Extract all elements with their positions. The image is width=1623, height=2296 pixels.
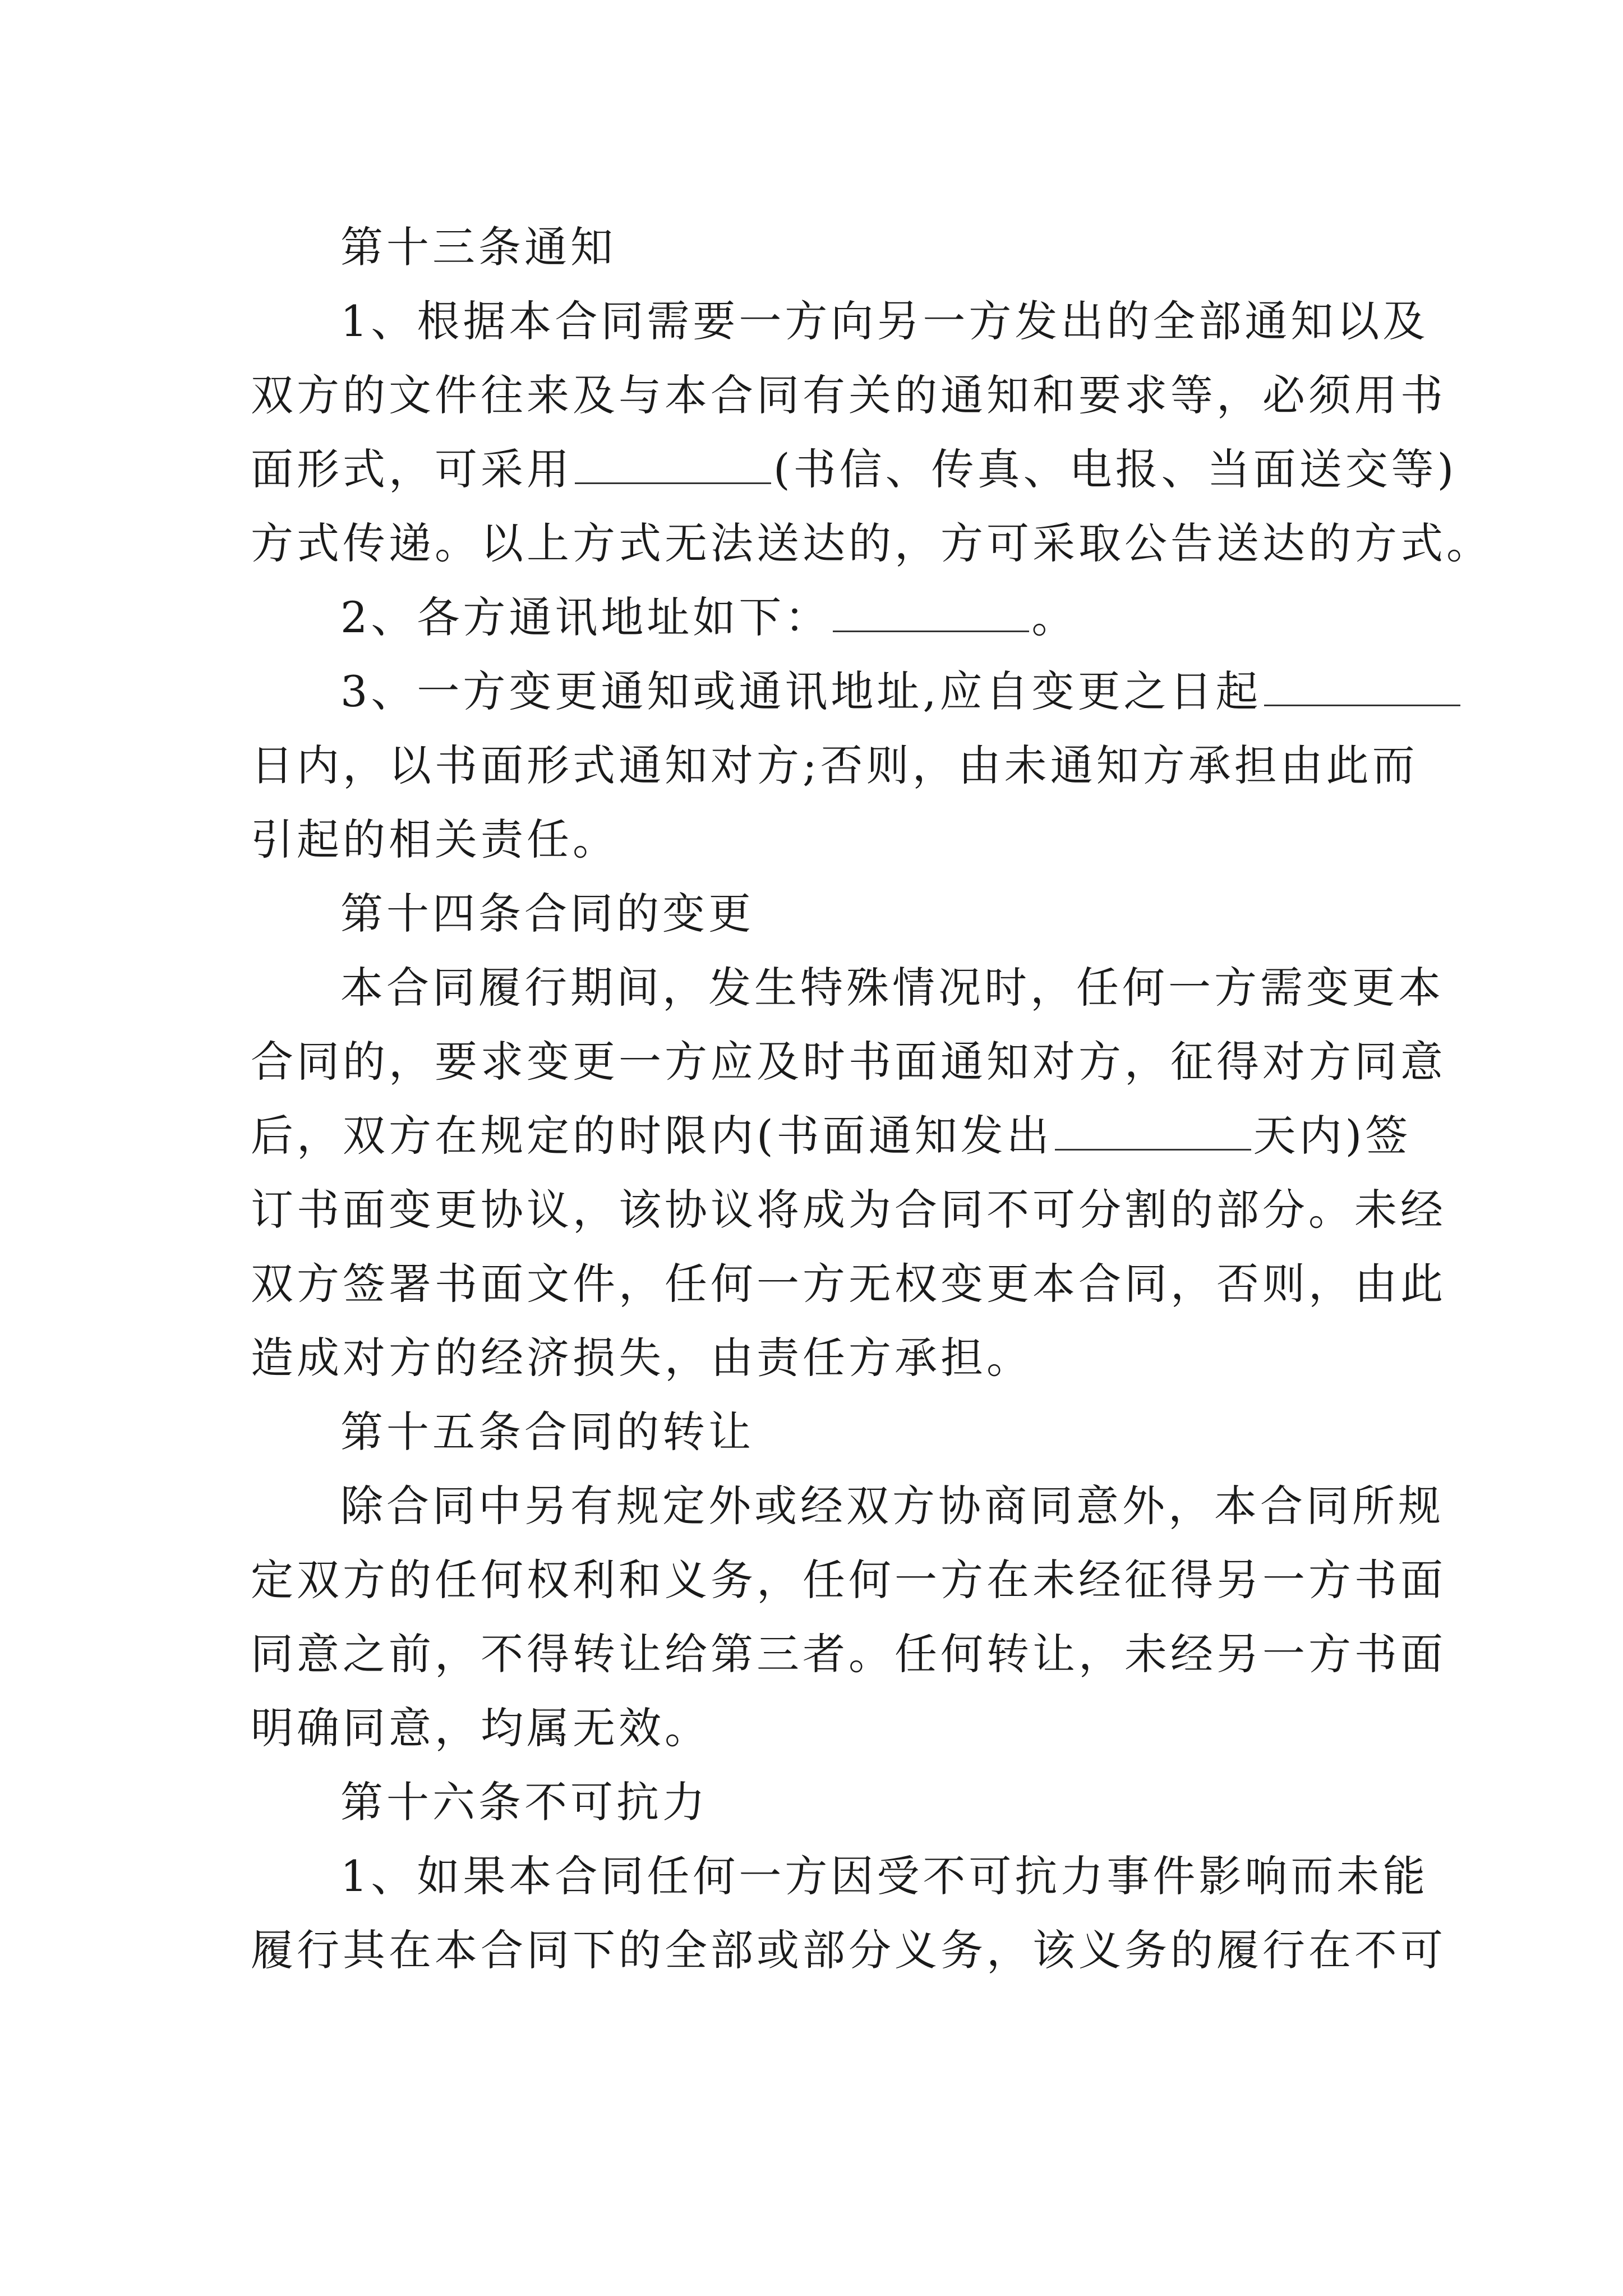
text-line-with-blank [251, 581, 1395, 655]
text-line: 履行其在本合同下的全部或部分义务，该义务的履行在不可 [251, 1925, 1446, 1975]
text-line: 本合同履行期间，发生特殊情况时，任何一方需变更本 [340, 963, 1444, 1013]
text-before-blank: 2、各方通讯地址如下： [340, 592, 831, 642]
text-line: 明确同意，均属无效。 [251, 1703, 711, 1753]
text-before-blank: 面形式，可采用 [251, 444, 573, 494]
text-line-with-blank [251, 432, 1458, 507]
text-after-blank: (书信、传真、电报、当面送交等) [773, 444, 1458, 494]
text-line: 双方签署书面文件，任何一方无权变更本合同，否则，由此 [251, 1259, 1446, 1309]
section-heading: 第十三条通知 [340, 222, 616, 272]
text-line: 合同的，要求变更一方应及时书面通知对方，征得对方同意 [251, 1037, 1446, 1087]
text-line: 定双方的任何权利和义务，任何一方在未经征得另一方书面 [251, 1555, 1446, 1605]
text-line: 同意之前，不得转让给第三者。任何转让，未经另一方书面 [251, 1629, 1446, 1679]
text-line: 1、如果本合同任何一方因受不可抗力事件影响而未能 [340, 1851, 1429, 1901]
fill-in-blank [833, 591, 1029, 632]
text-line: 除合同中另有规定外或经双方协商同意外，本合同所规 [340, 1481, 1444, 1531]
text-line: 造成对方的经济损失，由责任方承担。 [251, 1333, 1032, 1383]
section-heading: 第十六条不可抗力 [340, 1777, 708, 1827]
text-line: 订书面变更协议，该协议将成为合同不可分割的部分。未经 [251, 1185, 1446, 1235]
text-after-blank: 。 [1031, 592, 1078, 642]
text-before-blank: 后，双方在规定的时限内(书面通知发出 [251, 1111, 1053, 1161]
document-body [251, 210, 1492, 1987]
text-line: 方式传递。以上方式无法送达的，方可采取公告送达的方式。 [251, 518, 1492, 568]
text-after-blank: 天内)签 [1253, 1111, 1412, 1161]
text-line: 日内，以书面形式通知对方;否则，由未通知方承担由此而 [251, 740, 1418, 790]
fill-in-blank [575, 443, 771, 484]
text-line: 双方的文件往来及与本合同有关的通知和要求等，必须用书 [251, 370, 1446, 420]
text-line: 1、根据本合同需要一方向另一方发出的全部通知以及 [340, 296, 1429, 346]
text-line-with-blank [251, 655, 1395, 729]
section-heading: 第十五条合同的转让 [340, 1407, 754, 1457]
text-before-blank: 3、一方变更通知或通讯地址,应自变更之日起 [340, 666, 1262, 716]
text-line: 引起的相关责任。 [251, 815, 619, 864]
text-line-with-blank [251, 1099, 1412, 1173]
fill-in-blank [1055, 1110, 1251, 1151]
fill-in-blank [1264, 665, 1460, 706]
section-heading: 第十四条合同的变更 [340, 889, 754, 938]
